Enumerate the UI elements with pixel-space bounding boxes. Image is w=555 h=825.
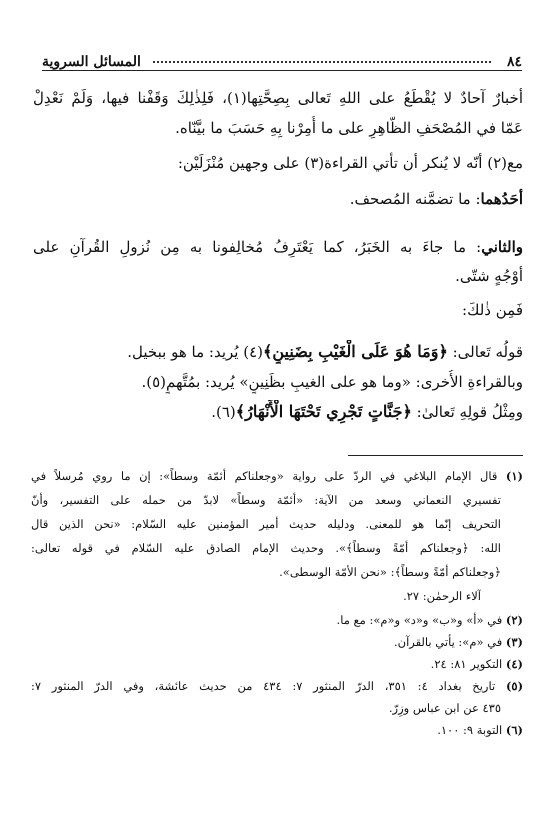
second-text: : ما جاءَ به الخَبَرُ، كما يَعْتَرِفُ مُخالِفونا به مِن نُزولِ القُرآنِ على (33, 238, 482, 256)
footnote-1-line-5: ﴿وجعلناكم أمّةً وسطاً﴾: «نحن الأمّة الوسطى». (279, 565, 501, 579)
text-line-2: عَمّا في المُصْحَفِ الظّاهِرِ على ما أُمِرْنا بِهِ حَسَبَ ما بيَّنّاه. (175, 119, 523, 137)
footnote-1-line-1 (31, 466, 523, 486)
footnote-text: في «م»: يأتي بالقرآن. (393, 635, 503, 649)
first-label: أحَدُهما (480, 190, 523, 208)
footnote-number: (٣) (505, 635, 523, 649)
running-header (42, 44, 522, 71)
text-line-8 (33, 340, 523, 364)
footnote-6 (31, 720, 523, 740)
footnote-text: قال الإمام البلاغي في الردّ على رواية «وجعلناكم أئمّة وسطاً»: إن ما روي مُرسلاً في (31, 469, 498, 483)
footnote-number: (١) (505, 469, 523, 483)
footnote-number: (٥) (505, 679, 523, 693)
verse-intro-2: ومِثْلُ قولِهِ تَعالىٰ: (411, 403, 523, 421)
footnote-5-line-1 (31, 676, 523, 696)
footnote-number: (٦) (505, 723, 523, 737)
footnote-separator (348, 455, 523, 456)
footnote-text: تاريخ بغداد ٤: ٣٥١، الدرّ المنثور ٧: ٤٣٤ من حديث عائشة، وفي الدرّ المنثور ٧: (31, 679, 496, 693)
quran-quote-1: ﴿وَمَا هُوَ عَلَى الْغَيْبِ بِضَنِينٍ﴾ (262, 342, 448, 361)
footnote-2 (31, 610, 523, 630)
text-line-3: مع(٢) أنّه لا يُنكر أن تأتي القراءة(٣) على وجهين مُنْزَلَيْن: (177, 154, 523, 172)
footnote-5-line-2: ٤٣٥ عن ابن عباس وزِرّ. (388, 701, 501, 715)
text-line-9: وبالقراءةِ الأُخرى: «وما هو على الغيبِ بظَنِينٍ» يُريد: بمُتَّهمٍ(٥). (141, 373, 523, 391)
footnote-1-source: آلاء الرحمٰن: ٢٧. (403, 589, 481, 603)
header-dot-leader (153, 61, 491, 63)
footnote-text: التوبة ٩: ١٠٠. (437, 723, 503, 737)
text-line-10 (33, 400, 523, 424)
footnote-1-line-4: الله: ﴿وجعلناكم أمّةً وسطاً﴾». وحديث الإمام الصادق عليه السّلام في قوله تعالى: (31, 541, 501, 555)
text-line-1: أخبارٌ آحادٌ لا يُقْطَعُ على اللهِ تَعالى بِصِحَّتِها(١)، فَلِذٰلِكَ وَقَفْنا فيها، وَلَمْ نَعْدِلْ (33, 89, 523, 107)
second-label: والثاني (481, 238, 523, 256)
text-line-4 (33, 187, 523, 211)
footnote-number: (٤) (505, 657, 523, 671)
verse-intro-1: قولُه تَعالى: (447, 343, 523, 361)
footnote-number: (٢) (505, 613, 523, 627)
footnote-text: في «أ» و«ب» و«د» و«م»: مع ما. (336, 613, 503, 627)
footnote-3 (31, 632, 523, 652)
page-number: ٨٤ (506, 54, 522, 70)
footnote-1-line-2: تفسيري النعماني وسعد من الآية: «أئمّة وسطاً» لابدّ من حمله على التفسير، وأنّ (31, 493, 501, 507)
text-line-7: فَمِن ذٰلكَ: (462, 301, 523, 319)
verse-ref-2: (٦). (211, 403, 236, 421)
footnote-1-line-3: التحريف إنّما هو للمعنى. ودليله حديث أمير المؤمنين عليه السّلام: «نحن الذين قال (31, 517, 501, 531)
footnote-4 (31, 654, 523, 674)
verse-gloss-1: (٤) يُريد: ما هو ببخيل. (127, 343, 263, 361)
text-line-5 (33, 235, 523, 259)
text-line-6: أوْجُهٍ شتّى. (455, 267, 523, 285)
first-text: : ما تضمَّنه المُصحف. (349, 190, 481, 208)
quran-quote-2: ﴿جَنَّاتٍ تَجْرِي تَحْتَهَا الْأَنْهَارُ﴾ (235, 402, 412, 421)
footnote-text: التكوير ٨١: ٢٤. (430, 657, 503, 671)
running-title: المسائل السروية (42, 54, 141, 70)
